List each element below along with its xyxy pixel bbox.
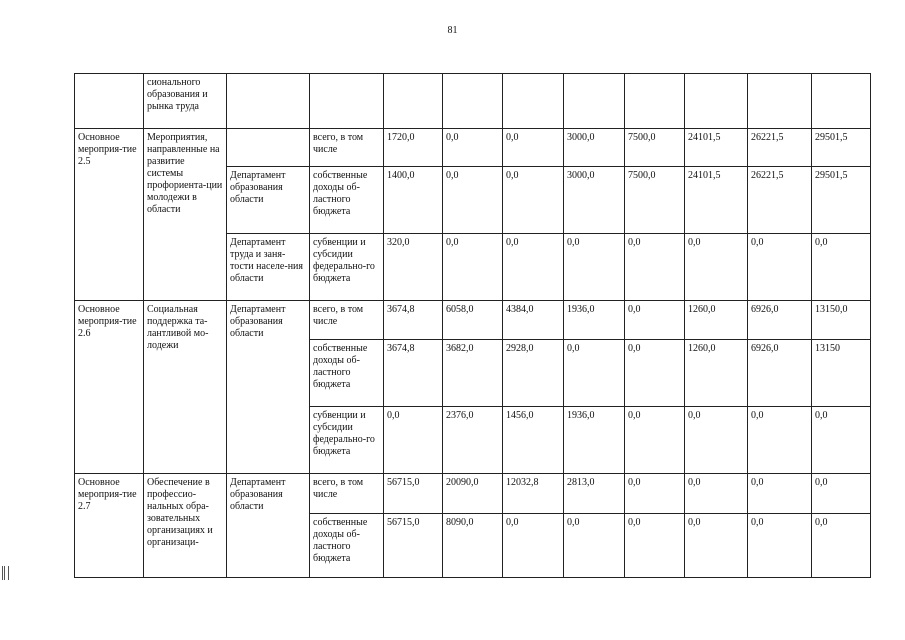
value-cell: 24101,5 [685, 129, 748, 167]
value-cell: 8090,0 [443, 514, 503, 578]
value-cell: 0,0 [812, 514, 871, 578]
executor-cell [227, 129, 310, 167]
value-cell: 0,0 [443, 234, 503, 301]
name-cell: Обеспечение в профессио-нальных обра-зовательных организациях и организаци- [144, 474, 227, 578]
executor-cell: Департамент образования области [227, 301, 310, 474]
source-cell: субвенции и субсидии федерально-го бюджета [310, 234, 384, 301]
value-cell: 0,0 [564, 340, 625, 407]
value-cell: 3000,0 [564, 129, 625, 167]
name-cell: сионального образования и рынка труда [144, 74, 227, 129]
executor-cell [227, 74, 310, 129]
value-cell: 320,0 [384, 234, 443, 301]
value-cell: 0,0 [685, 234, 748, 301]
value-cell: 56715,0 [384, 514, 443, 578]
source-cell: всего, в том числе [310, 129, 384, 167]
table-row [75, 474, 871, 514]
value-cell: 3674,8 [384, 301, 443, 340]
value-cell [625, 74, 685, 129]
value-cell [812, 74, 871, 129]
value-cell: 20090,0 [443, 474, 503, 514]
value-cell: 0,0 [812, 474, 871, 514]
value-cell [748, 74, 812, 129]
value-cell: 0,0 [748, 514, 812, 578]
value-cell: 0,0 [812, 234, 871, 301]
value-cell: 0,0 [685, 407, 748, 474]
value-cell: 0,0 [625, 340, 685, 407]
value-cell: 0,0 [503, 167, 564, 234]
value-cell: 2813,0 [564, 474, 625, 514]
name-cell: Мероприятия, направленные на развитие системы профориента-ции молодежи в области [144, 129, 227, 301]
value-cell: 4384,0 [503, 301, 564, 340]
table-row [75, 301, 871, 340]
value-cell [564, 74, 625, 129]
value-cell: 3000,0 [564, 167, 625, 234]
source-cell: субвенции и субсидии федерально-го бюджета [310, 407, 384, 474]
event-cell: Основное мероприя-тие 2.7 [75, 474, 144, 578]
table-row [75, 129, 871, 167]
source-cell: собственные доходы об-ластного бюджета [310, 514, 384, 578]
value-cell: 0,0 [503, 129, 564, 167]
value-cell: 0,0 [625, 474, 685, 514]
value-cell [503, 74, 564, 129]
value-cell: 1400,0 [384, 167, 443, 234]
value-cell: 29501,5 [812, 167, 871, 234]
source-cell: собственные доходы об-ластного бюджета [310, 340, 384, 407]
value-cell: 0,0 [564, 234, 625, 301]
value-cell: 1260,0 [685, 301, 748, 340]
value-cell: 3682,0 [443, 340, 503, 407]
value-cell: 0,0 [625, 407, 685, 474]
value-cell: 13150,0 [812, 301, 871, 340]
value-cell: 0,0 [503, 514, 564, 578]
value-cell: 0,0 [625, 234, 685, 301]
value-cell: 0,0 [748, 407, 812, 474]
event-cell: Основное мероприя-тие 2.6 [75, 301, 144, 474]
value-cell: 56715,0 [384, 474, 443, 514]
value-cell: 0,0 [625, 514, 685, 578]
executor-cell: Департамент образования области [227, 167, 310, 234]
value-cell: 1456,0 [503, 407, 564, 474]
value-cell: 0,0 [503, 234, 564, 301]
value-cell: 1720,0 [384, 129, 443, 167]
executor-cell: Департамент образования области [227, 474, 310, 578]
value-cell: 2928,0 [503, 340, 564, 407]
value-cell: 0,0 [443, 129, 503, 167]
value-cell: 0,0 [748, 474, 812, 514]
source-cell [310, 74, 384, 129]
value-cell: 7500,0 [625, 129, 685, 167]
value-cell: 1936,0 [564, 301, 625, 340]
value-cell: 0,0 [625, 301, 685, 340]
value-cell: 3674,8 [384, 340, 443, 407]
event-cell [75, 74, 144, 129]
value-cell: 12032,8 [503, 474, 564, 514]
value-cell: 0,0 [748, 234, 812, 301]
source-cell: собственные доходы об-ластного бюджета [310, 167, 384, 234]
executor-cell: Департамент труда и заня-тости населе-ния области [227, 234, 310, 301]
value-cell: 6058,0 [443, 301, 503, 340]
page-number: 81 [447, 25, 458, 36]
value-cell [443, 74, 503, 129]
budget-table [74, 73, 871, 578]
value-cell: 26221,5 [748, 167, 812, 234]
table-row [75, 74, 871, 129]
value-cell: 1936,0 [564, 407, 625, 474]
value-cell: 24101,5 [685, 167, 748, 234]
value-cell: 13150 [812, 340, 871, 407]
value-cell: 1260,0 [685, 340, 748, 407]
value-cell [685, 74, 748, 129]
value-cell: 6926,0 [748, 301, 812, 340]
margin-mark [2, 566, 9, 580]
value-cell: 2376,0 [443, 407, 503, 474]
value-cell [384, 74, 443, 129]
value-cell: 0,0 [685, 474, 748, 514]
name-cell: Социальная поддержка та-лантливой мо-лодежи [144, 301, 227, 474]
value-cell: 0,0 [443, 167, 503, 234]
source-cell: всего, в том числе [310, 474, 384, 514]
value-cell: 0,0 [384, 407, 443, 474]
value-cell: 6926,0 [748, 340, 812, 407]
value-cell: 29501,5 [812, 129, 871, 167]
value-cell: 0,0 [685, 514, 748, 578]
value-cell: 7500,0 [625, 167, 685, 234]
value-cell: 0,0 [812, 407, 871, 474]
value-cell: 26221,5 [748, 129, 812, 167]
source-cell: всего, в том числе [310, 301, 384, 340]
event-cell: Основное мероприя-тие 2.5 [75, 129, 144, 301]
value-cell: 0,0 [564, 514, 625, 578]
